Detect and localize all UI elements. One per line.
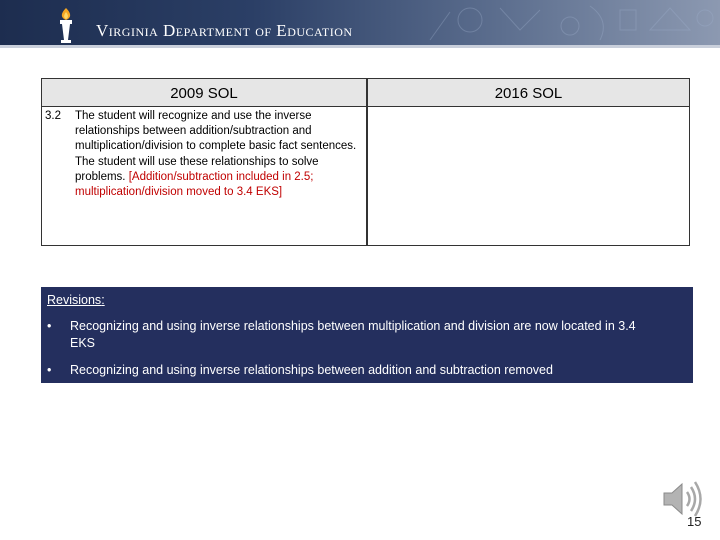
revisions-heading-colon: : <box>101 293 105 307</box>
column-divider <box>366 79 368 245</box>
torch-logo-icon <box>52 6 80 44</box>
revisions-heading-text: Revisions <box>47 293 102 307</box>
standard-number: 3.2 <box>45 110 61 122</box>
page-number: 15 <box>687 514 702 529</box>
standard-note: [Addition/subtraction included in 2.5; multiplication/division moved to 3.4 EKS] <box>75 170 314 199</box>
bullet: • <box>47 363 52 377</box>
bullet: • <box>47 319 52 333</box>
header-banner <box>0 0 720 48</box>
banner-title: Virginia Department of Education <box>96 21 353 40</box>
sol-comparison-table <box>41 78 690 246</box>
standard-text: The student will recognize and use the inverse relationships between addition/subtraction and multiplication/division to complete basic fact sentences. The student will use these relationships to solve problems. <box>75 110 357 183</box>
revisions-box <box>41 287 693 383</box>
revisions-heading <box>47 293 105 307</box>
revision-text: Recognizing and using inverse relationships between multiplication and division are now located in 3.4 EKS <box>70 319 636 350</box>
revision-text: Recognizing and using inverse relationships between addition and subtraction removed <box>70 363 553 377</box>
header-2016-sol: 2016 SOL <box>494 85 563 102</box>
standard-body <box>75 109 365 200</box>
header-2009-sol: 2009 SOL <box>170 85 238 102</box>
